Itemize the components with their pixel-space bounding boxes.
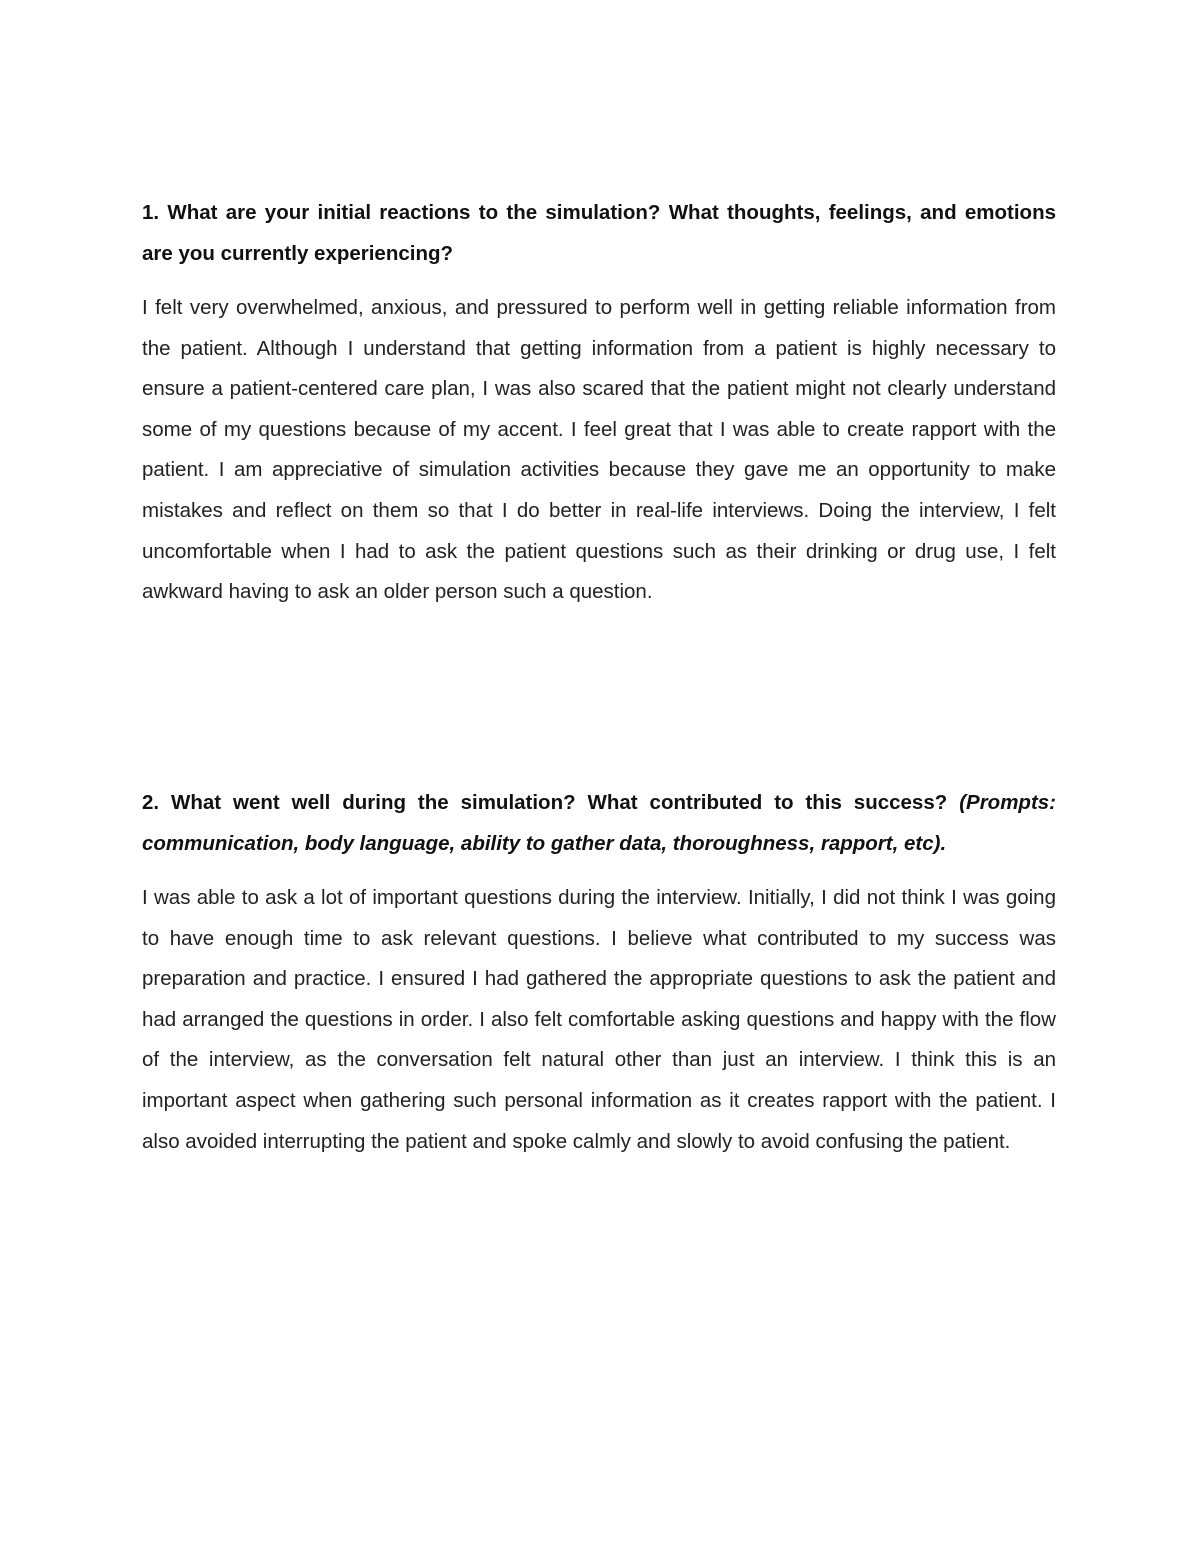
answer-1-paragraph: I felt very overwhelmed, anxious, and pressured to perform well in getting reliable information from the patient. Although I understand that getting information from a patient is highly necessary to ensure a patient-centered care plan, I was also scared that the patient might not clearly understand some of my questions because of my accent. I feel great that I was able to create rapport with the patient. I am appreciative of simulation activities because they gave me an opportunity to make mistakes and reflect on them so that I do better in real-life interviews. Doing the interview, I felt uncomfortable when I had to ask the patient questions such as their drinking or drug use, I felt awkward having to ask an older person such a question.	[142, 296, 1056, 604]
document-page	[142, 0, 1056, 1553]
reflection-section-2	[142, 783, 1056, 1162]
question-2-heading	[142, 783, 1056, 864]
question-2-prompts: (Prompts: communication, body language, ability to gather data, thoroughness, rapport, etc).	[142, 791, 1056, 855]
reflection-section-1	[142, 193, 1056, 613]
question-1-heading	[142, 193, 1056, 274]
question-2-text: 2. What went well during the simulation? What contributed to this success?	[142, 791, 948, 814]
question-1-text: 1. What are your initial reactions to the simulation? What thoughts, feelings, and emotions are you currently experiencing?	[142, 201, 1056, 265]
answer-2-paragraph: I was able to ask a lot of important questions during the interview. Initially, I did not think I was going to have enough time to ask relevant questions. I believe what contributed to my success was preparation and practice. I ensured I had gathered the appropriate questions to ask the patient and had arranged the questions in order. I also felt comfortable asking questions and happy with the flow of the interview, as the conversation felt natural other than just an interview. I think this is an important aspect when gathering such personal information as it creates rapport with the patient. I also avoided interrupting the patient and spoke calmly and slowly to avoid confusing the patient.	[142, 886, 1056, 1153]
